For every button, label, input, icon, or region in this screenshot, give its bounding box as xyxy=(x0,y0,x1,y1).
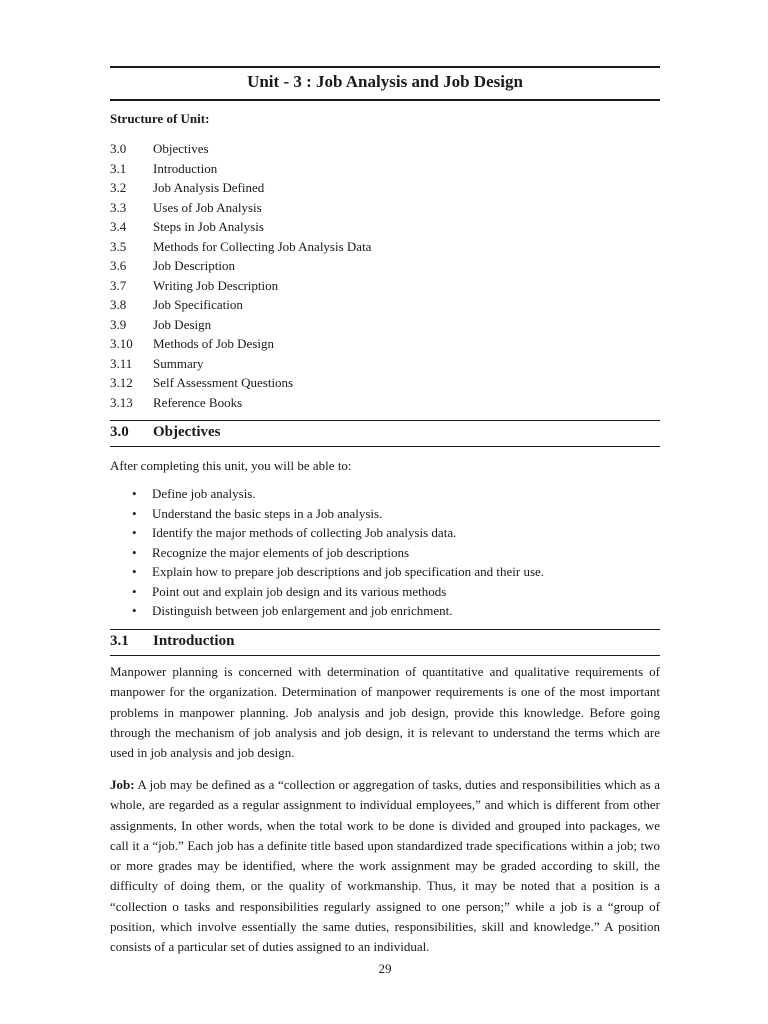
toc-number: 3.2 xyxy=(110,180,127,195)
unit-title: Unit - 3 : Job Analysis and Job Design xyxy=(247,72,523,91)
toc-label: Reference Books xyxy=(153,394,243,410)
toc-number: 3.12 xyxy=(110,375,133,390)
list-item: • Understand the basic steps in a Job analysis. xyxy=(132,504,544,524)
toc-number: 3.6 xyxy=(110,258,127,273)
toc-item xyxy=(110,139,371,159)
toc-label: Methods for Collecting Job Analysis Data xyxy=(153,238,372,254)
structure-heading: Structure of Unit: xyxy=(110,111,210,126)
toc-item xyxy=(110,178,371,198)
toc-label: Job Analysis Defined xyxy=(153,180,265,195)
toc-item xyxy=(110,354,371,374)
list-item: • Explain how to prepare job descriptions and job specification and their use. xyxy=(132,562,544,582)
toc-label: Introduction xyxy=(153,160,218,176)
toc-number: 3.11 xyxy=(110,355,133,371)
toc-item xyxy=(110,217,371,237)
toc-number: 3.13 xyxy=(110,394,133,410)
list-item: • Recognize the major elements of job descriptions xyxy=(132,543,544,563)
toc-item xyxy=(110,295,371,315)
toc-number: 3.7 xyxy=(110,277,127,293)
toc-number: 3.1 xyxy=(110,160,127,176)
job-definition-paragraph xyxy=(110,775,660,958)
toc-label: Objectives xyxy=(153,141,209,156)
toc-label: Summary xyxy=(153,355,204,371)
toc-label: Self Assessment Questions xyxy=(153,375,294,390)
list-item: • Identify the major methods of collecting Job analysis data. xyxy=(132,523,544,543)
introduction-paragraph: Manpower planning is concerned with determination of quantitative and qualitative requirements of manpower for the organization. Determination of manpower requirements is one of the most important problems in manpower planning. Job analysis and job design, provide this knowledge. Before going through the mechanism of job analysis and job design, it is relevant to understand the terms which are used in job analysis and job design. xyxy=(110,664,660,761)
toc-number: 3.0 xyxy=(110,141,127,156)
toc-number: 3.5 xyxy=(110,238,127,254)
introduction-heading xyxy=(110,633,234,650)
objectives-heading xyxy=(110,424,220,441)
toc-label: Methods of Job Design xyxy=(153,336,274,351)
objectives-list xyxy=(132,484,544,621)
toc-number: 3.4 xyxy=(110,219,127,234)
list-item: • Point out and explain job design and its various methods xyxy=(132,582,544,602)
section-rule-introduction-bottom xyxy=(110,655,660,656)
section-rule-objectives-bottom xyxy=(110,446,660,447)
toc-label: Job Design xyxy=(153,316,212,332)
toc-item xyxy=(110,276,371,296)
toc-number: 3.3 xyxy=(110,199,127,215)
section-number: 3.1 xyxy=(110,633,129,649)
toc-item xyxy=(110,198,371,218)
section-title: Introduction xyxy=(153,633,235,649)
job-definition-text: A job may be defined as a “collection or aggregation of tasks, duties and responsibilities which as a whole, are regarded as a regular assignment to individual employees,” and which is different from other assignments, In other words, when the total work to be done is divided and grouped into packages, we call it a “job.” Each job has a definite title based upon standardized trade specifications within a job; two or more grades may be identified, where the work assignment may be graded according to skill, the difficulty of doing them, or the quality of workmanship. Thus, it may be noted that a position is a “collection o tasks and responsibilities regularly assigned to one person;” while a job is a “group of position, which involve essentially the same duties, responsibilities, skill and knowledge.” A position consists of a particular set of duties assigned to an individual. xyxy=(110,777,660,955)
toc-number: 3.9 xyxy=(110,316,127,332)
toc-item xyxy=(110,373,371,393)
list-item: • Distinguish between job enlargement and job enrichment. xyxy=(132,601,544,621)
toc-number: 3.10 xyxy=(110,336,133,351)
toc-label: Steps in Job Analysis xyxy=(153,219,264,234)
job-term-label: Job: xyxy=(110,777,135,792)
toc-item xyxy=(110,256,371,276)
toc-number: 3.8 xyxy=(110,297,127,312)
toc-label: Uses of Job Analysis xyxy=(153,199,262,215)
toc-label: Job Description xyxy=(153,258,235,273)
title-underline-rule xyxy=(110,99,660,101)
section-title: Objectives xyxy=(153,424,221,440)
section-rule-objectives-top xyxy=(110,420,660,421)
table-of-contents xyxy=(110,139,371,412)
page-number: 29 xyxy=(378,961,392,976)
toc-item xyxy=(110,159,371,179)
section-rule-introduction-top xyxy=(110,629,660,630)
list-item: • Define job analysis. xyxy=(132,484,544,504)
toc-label: Writing Job Description xyxy=(153,277,279,293)
toc-item xyxy=(110,393,371,413)
toc-label: Job Specification xyxy=(153,297,243,312)
objectives-intro: After completing this unit, you will be able to: xyxy=(110,458,352,473)
top-rule xyxy=(110,66,660,68)
toc-item xyxy=(110,237,371,257)
toc-item xyxy=(110,315,371,335)
section-number: 3.0 xyxy=(110,424,129,440)
toc-item xyxy=(110,334,371,354)
